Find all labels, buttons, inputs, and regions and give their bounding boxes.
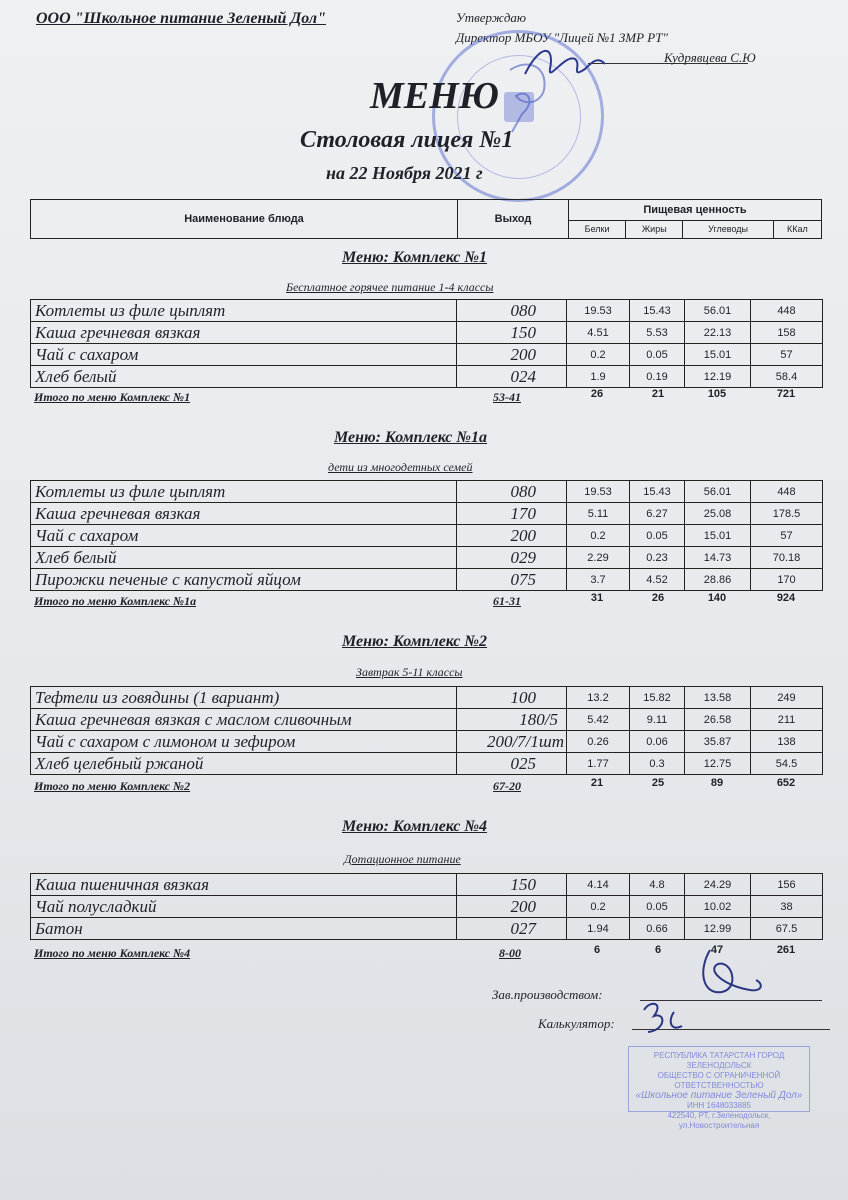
table-row	[31, 503, 823, 525]
proteins-value: 1.77	[567, 753, 630, 775]
carbs-value: 14.73	[685, 547, 751, 569]
dish-name: Чай с сахаром	[31, 525, 457, 547]
canteen-title: Столовая лицея №1	[300, 127, 514, 153]
stamp-line: ИНН 1648033885	[686, 1101, 752, 1110]
carbs-value: 13.58	[685, 687, 751, 709]
total-label: Итого по меню Комплекс №1	[34, 390, 191, 404]
kcal-value: 211	[751, 709, 823, 731]
kcal-value: 58.4	[751, 366, 823, 388]
kcal-value: 70.18	[751, 547, 823, 569]
kcal-value: 158	[751, 322, 823, 344]
table-row	[31, 481, 823, 503]
menu-table	[30, 480, 823, 591]
section-subtitle: Дотационное питание	[344, 852, 461, 866]
fats-value: 0.05	[630, 344, 685, 366]
fats-value: 4.8	[630, 874, 685, 896]
total-fats: 6	[654, 944, 662, 956]
table-row	[31, 874, 823, 896]
kcal-value: 38	[751, 896, 823, 918]
section-title: Меню: Комплекс №1а	[334, 429, 488, 446]
total-fats: 21	[651, 388, 665, 400]
carbs-value: 26.58	[685, 709, 751, 731]
fats-value: 0.3	[630, 753, 685, 775]
dish-output: 200/7/1шт	[457, 731, 567, 753]
table-row	[31, 344, 823, 366]
kcal-value: 448	[751, 300, 823, 322]
dish-name: Чай полусладкий	[31, 896, 457, 918]
section-title: Меню: Комплекс №2	[342, 633, 488, 650]
carbs-value: 12.19	[685, 366, 751, 388]
dish-name: Хлеб белый	[31, 366, 457, 388]
dish-output: 170	[457, 503, 567, 525]
section-title: Меню: Комплекс №1	[342, 249, 488, 266]
kcal-value: 67.5	[751, 918, 823, 940]
kcal-value: 138	[751, 731, 823, 753]
proteins-value: 4.14	[567, 874, 630, 896]
table-row	[31, 896, 823, 918]
total-label: Итого по меню Комплекс №2	[34, 779, 191, 793]
fats-value: 15.43	[630, 481, 685, 503]
dish-name: Хлеб белый	[31, 547, 457, 569]
table-row	[31, 731, 823, 753]
total-carbs: 89	[710, 777, 724, 789]
carbs-value: 10.02	[685, 896, 751, 918]
stamp-line: «Школьное питание Зеленый Дол»	[635, 1090, 803, 1101]
dish-output: 200	[457, 896, 567, 918]
proteins-value: 1.94	[567, 918, 630, 940]
fats-value: 5.53	[630, 322, 685, 344]
dish-name: Тефтели из говядины (1 вариант)	[31, 687, 457, 709]
kcal-value: 54.5	[751, 753, 823, 775]
carbs-value: 56.01	[685, 300, 751, 322]
proteins-value: 3.7	[567, 569, 630, 591]
fats-value: 0.66	[630, 918, 685, 940]
total-proteins: 21	[590, 777, 604, 789]
dish-name: Чай с сахаром	[31, 344, 457, 366]
proteins-value: 4.51	[567, 322, 630, 344]
fats-value: 9.11	[630, 709, 685, 731]
kcal-value: 57	[751, 344, 823, 366]
total-proteins: 6	[593, 944, 601, 956]
dish-name: Хлеб целебный ржаной	[31, 753, 457, 775]
fats-column-header: Жиры	[626, 220, 683, 238]
production-head-label: Зав.производством:	[492, 987, 603, 1002]
approve-label: Утверждаю	[456, 10, 527, 25]
proteins-value: 0.2	[567, 896, 630, 918]
carbs-value: 35.87	[685, 731, 751, 753]
kcal-value: 448	[751, 481, 823, 503]
proteins-value: 2.29	[567, 547, 630, 569]
company-name: ООО "Школьное питание Зеленый Дол"	[36, 10, 326, 27]
dish-output: 100	[457, 687, 567, 709]
fats-value: 0.06	[630, 731, 685, 753]
carbs-value: 28.86	[685, 569, 751, 591]
carbs-value: 15.01	[685, 525, 751, 547]
section-subtitle: Бесплатное горячее питание 1-4 классы	[286, 280, 494, 294]
dish-name: Батон	[31, 918, 457, 940]
fats-value: 6.27	[630, 503, 685, 525]
section-subtitle: Завтрак 5-11 классы	[356, 665, 463, 679]
carbs-value: 22.13	[685, 322, 751, 344]
total-fats: 26	[651, 592, 665, 604]
dish-output: 200	[457, 344, 567, 366]
dish-output: 024	[457, 366, 567, 388]
dish-name: Каша гречневая вязкая	[31, 503, 457, 525]
company-rect-stamp	[628, 1046, 810, 1130]
dish-output: 180/5	[457, 709, 567, 731]
table-row	[31, 322, 823, 344]
director-signature	[520, 34, 610, 94]
kcal-column-header: ККал	[773, 220, 821, 238]
calculator-label: Калькулятор:	[538, 1016, 615, 1031]
proteins-value: 5.11	[567, 503, 630, 525]
total-carbs: 140	[707, 592, 727, 604]
dish-output: 080	[457, 481, 567, 503]
kcal-value: 57	[751, 525, 823, 547]
total-kcal: 652	[776, 777, 796, 789]
total-label: Итого по меню Комплекс №1а	[34, 594, 197, 608]
dish-name: Котлеты из филе цыплят	[31, 300, 457, 322]
nutrition-column-header: Пищевая ценность	[569, 200, 822, 221]
fats-value: 0.05	[630, 525, 685, 547]
table-row	[31, 366, 823, 388]
proteins-value: 0.26	[567, 731, 630, 753]
dish-output: 150	[457, 322, 567, 344]
kcal-value: 249	[751, 687, 823, 709]
proteins-column-header: Белки	[569, 220, 626, 238]
carbs-value: 24.29	[685, 874, 751, 896]
total-fats: 25	[651, 777, 665, 789]
total-kcal: 261	[776, 944, 796, 956]
column-header-table	[30, 199, 822, 239]
carbs-value: 12.75	[685, 753, 751, 775]
dish-name: Котлеты из филе цыплят	[31, 481, 457, 503]
dish-output: 027	[457, 918, 567, 940]
carbs-value: 56.01	[685, 481, 751, 503]
proteins-value: 0.2	[567, 525, 630, 547]
dish-output: 080	[457, 300, 567, 322]
total-kcal: 721	[776, 388, 796, 400]
fats-value: 4.52	[630, 569, 685, 591]
menu-table	[30, 299, 823, 388]
proteins-value: 19.53	[567, 481, 630, 503]
total-carbs: 47	[710, 944, 724, 956]
total-kcal: 924	[776, 592, 796, 604]
carbs-column-header: Углеводы	[683, 220, 773, 238]
table-row	[31, 525, 823, 547]
dish-name: Пирожки печеные с капустой яйцом	[31, 569, 457, 591]
approve-name: Кудрявцева С.Ю	[664, 50, 756, 65]
table-row	[31, 753, 823, 775]
total-price: 53-41	[493, 390, 521, 404]
total-proteins: 31	[590, 592, 604, 604]
menu-date: на 22 Ноября 2021 г	[326, 163, 483, 183]
proteins-value: 5.42	[567, 709, 630, 731]
dish-output: 150	[457, 874, 567, 896]
carbs-value: 12.99	[685, 918, 751, 940]
handwritten-signatures	[640, 940, 780, 1050]
carbs-value: 15.01	[685, 344, 751, 366]
fats-value: 15.43	[630, 300, 685, 322]
fats-value: 0.19	[630, 366, 685, 388]
kcal-value: 178.5	[751, 503, 823, 525]
table-row	[31, 569, 823, 591]
total-label: Итого по меню Комплекс №4	[34, 946, 191, 960]
dish-name: Каша гречневая вязкая с маслом сливочным	[31, 709, 457, 731]
menu-title: МЕНЮ	[370, 75, 499, 117]
total-price: 61-31	[493, 594, 521, 608]
total-proteins: 26	[590, 388, 604, 400]
section-subtitle: дети из многодетных семей	[328, 460, 473, 474]
table-row	[31, 918, 823, 940]
stamp-line: ОБЩЕСТВО С ОГРАНИЧЕННОЙ ОТВЕТСТВЕННОСТЬЮ	[657, 1071, 781, 1090]
dish-output: 075	[457, 569, 567, 591]
kcal-value: 170	[751, 569, 823, 591]
dish-name: Чай с сахаром с лимоном и зефиром	[31, 731, 457, 753]
dish-output: 200	[457, 525, 567, 547]
proteins-value: 1.9	[567, 366, 630, 388]
output-column-header: Выход	[458, 200, 569, 239]
stamp-line: РЕСПУБЛИКА ТАТАРСТАН ГОРОД ЗЕЛЕНОДОЛЬСК	[653, 1051, 785, 1070]
total-price: 67-20	[493, 779, 521, 793]
carbs-value: 25.08	[685, 503, 751, 525]
fats-value: 0.23	[630, 547, 685, 569]
total-carbs: 105	[707, 388, 727, 400]
proteins-value: 19.53	[567, 300, 630, 322]
proteins-value: 0.2	[567, 344, 630, 366]
table-row	[31, 300, 823, 322]
table-row	[31, 709, 823, 731]
proteins-value: 13.2	[567, 687, 630, 709]
total-price: 8-00	[499, 946, 521, 960]
menu-table	[30, 686, 823, 775]
dish-output: 025	[457, 753, 567, 775]
kcal-value: 156	[751, 874, 823, 896]
section-title: Меню: Комплекс №4	[342, 818, 488, 835]
menu-table	[30, 873, 823, 940]
fats-value: 0.05	[630, 896, 685, 918]
dish-column-header: Наименование блюда	[31, 200, 458, 239]
dish-output: 029	[457, 547, 567, 569]
table-row	[31, 547, 823, 569]
dish-name: Каша пшеничная вязкая	[31, 874, 457, 896]
stamp-line: 422540, РТ, г.Зеленодольск, ул.Новостроительная	[667, 1111, 771, 1130]
dish-name: Каша гречневая вязкая	[31, 322, 457, 344]
table-row	[31, 687, 823, 709]
fats-value: 15.82	[630, 687, 685, 709]
approve-position: Директор МБОУ "Лицей №1 ЗМР РТ"	[456, 30, 668, 45]
